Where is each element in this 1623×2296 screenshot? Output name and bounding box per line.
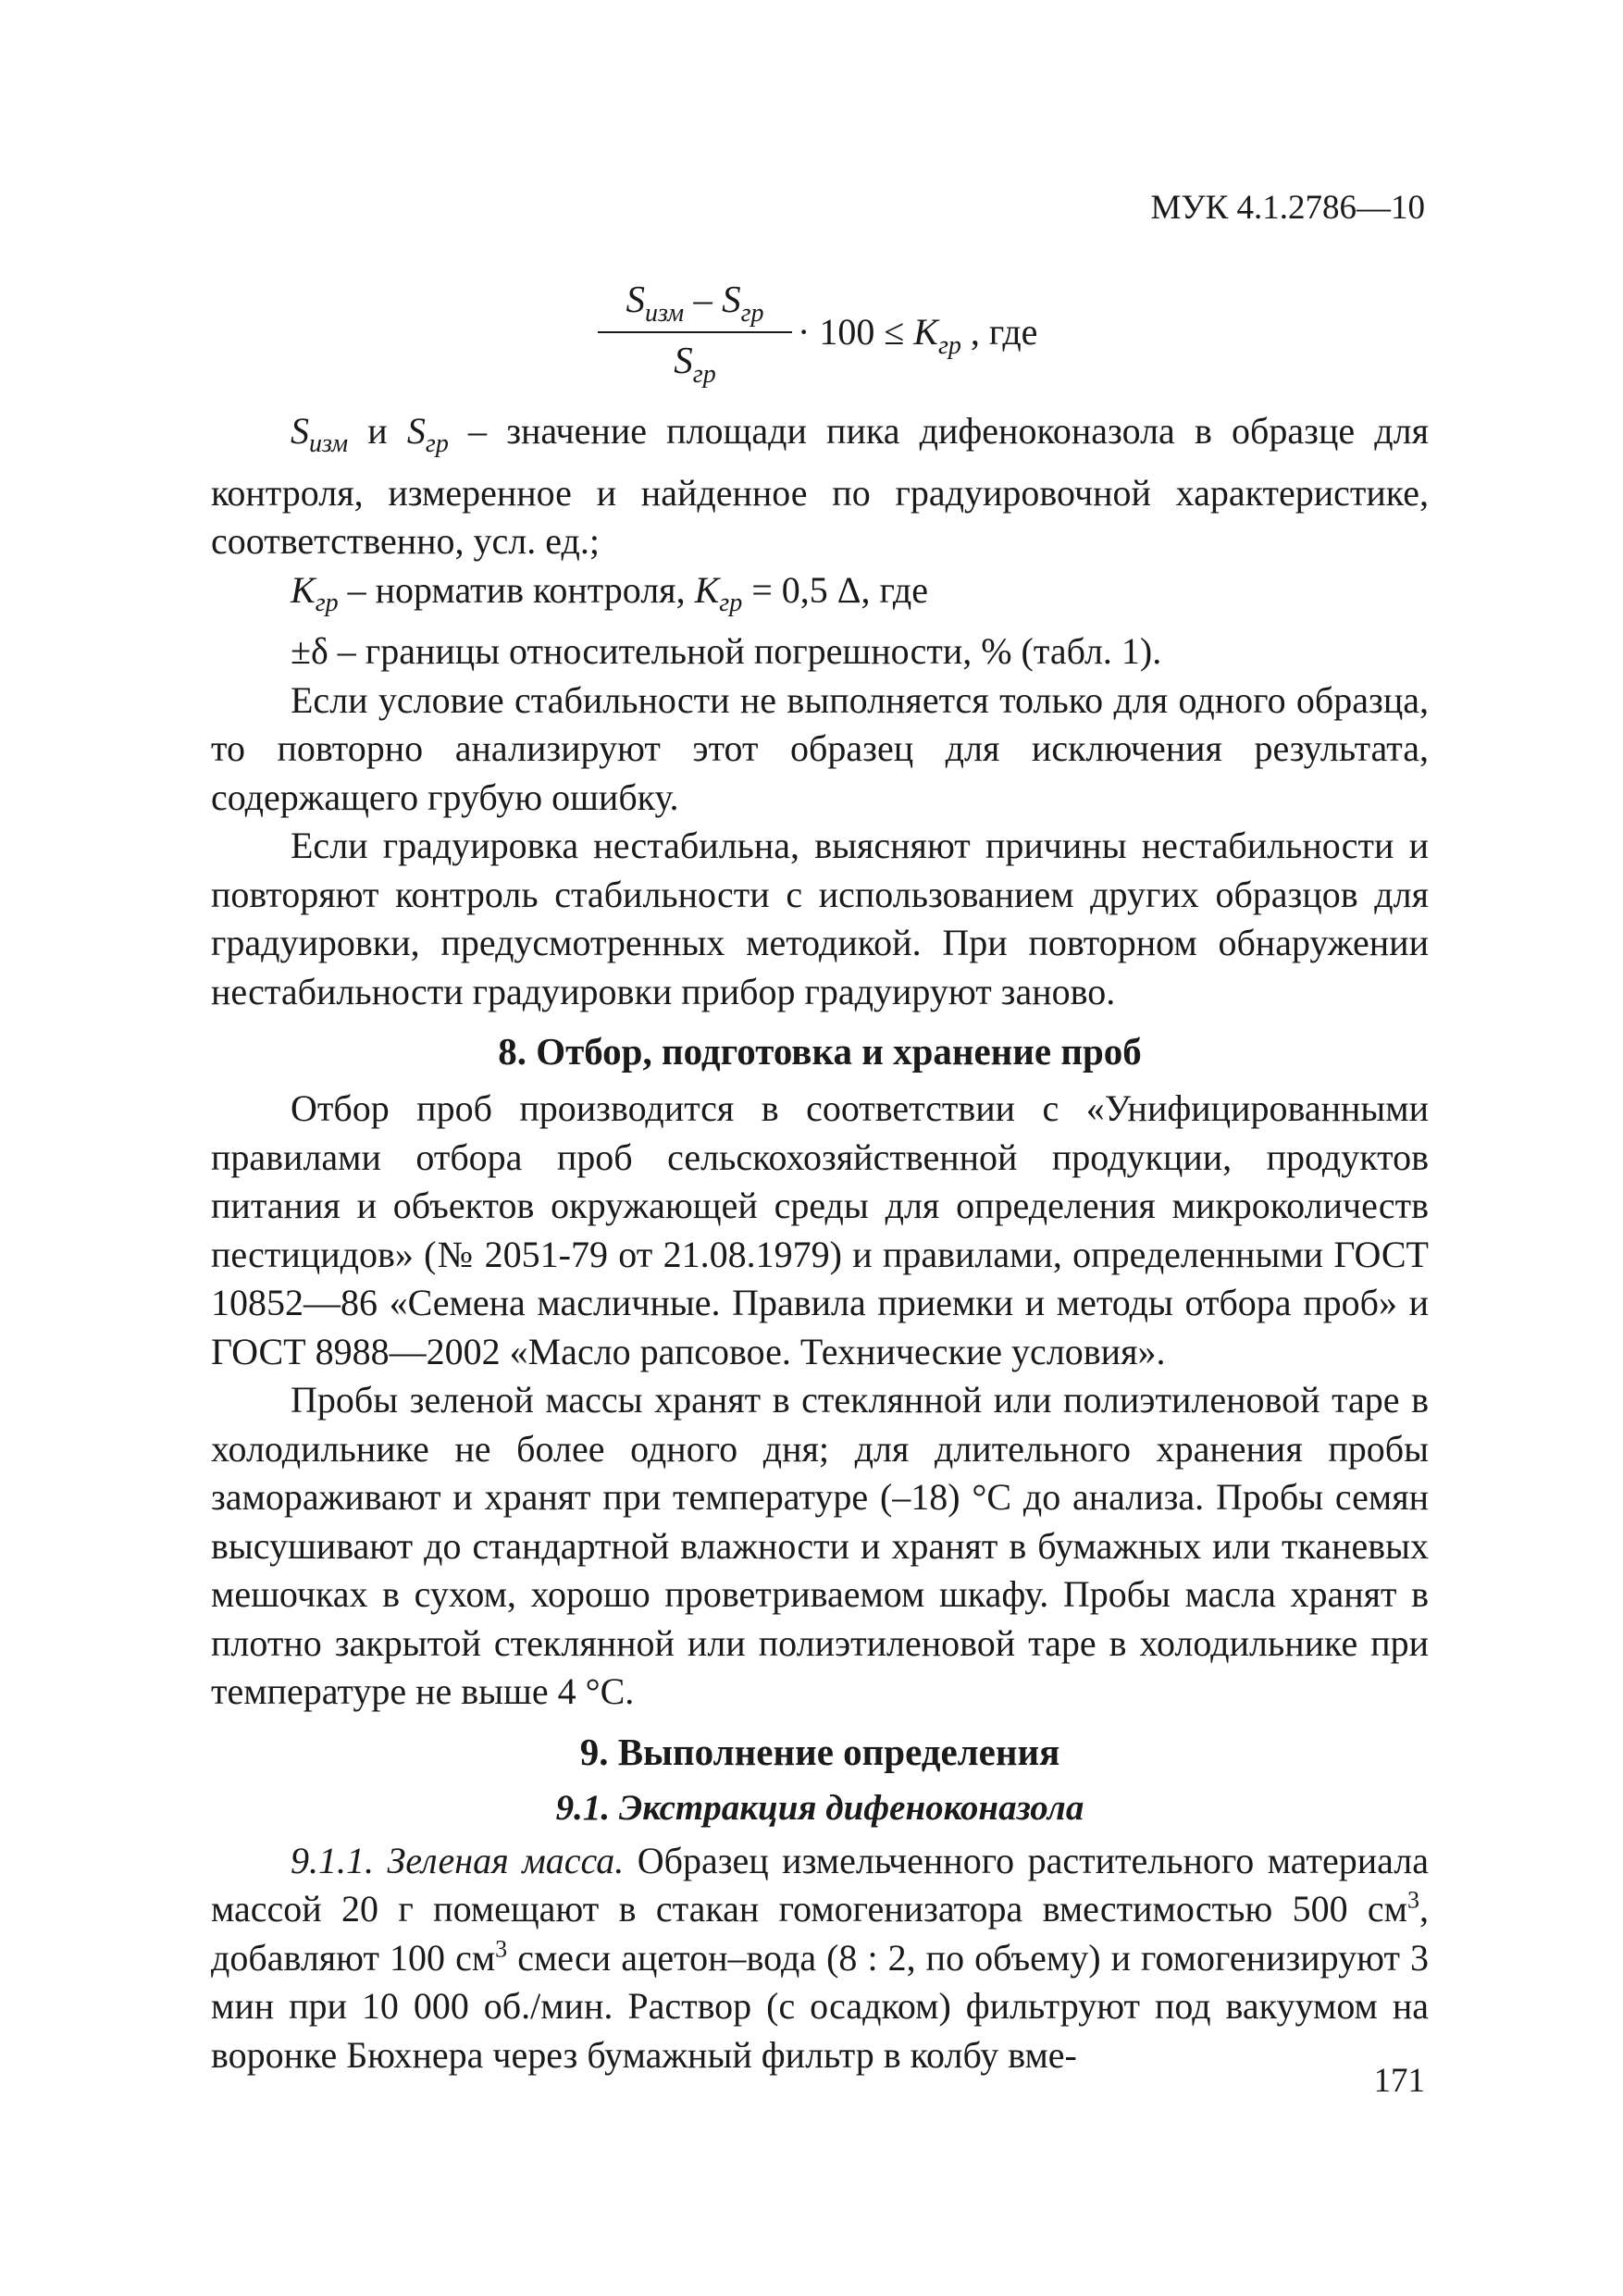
definition-k: $K_{гр}$ – норматив контроля, $K_{гр} = 0,5$ Δ, где: [291, 568, 929, 617]
document-id: МУК 4.1.2786—10: [1150, 189, 1425, 227]
formula-fraction: [592, 276, 791, 396]
fraction-bar: [598, 331, 792, 333]
main-text: [211, 407, 1429, 2079]
superscript-3: 3: [1407, 1886, 1419, 1914]
paragraph-storage: Пробы зеленой массы хранят в стеклянной или полиэтиленовой таре в холодильнике не более одного дня; для длительного хранения пробы замораживают и хранят при температуре (–18) °С до анализа. Пробы семян высушивают до стандартной влажности и хранят в бумажных или тканевых мешочках в сухом, хорошо проветриваемом шкафу. Пробы масла хранят в плотно закрытой стеклянной или полиэтиленовой таре в холодильнике при температуре не выше 4 °С.: [211, 1379, 1429, 1712]
paragraph-stability-fail: Если условие стабильности не выполняется только для одного образца, то повторно анализируют этот образец для исключения результата, содержащего грубую ошибку.: [211, 678, 1429, 818]
subsection-heading-9-1: 9.1. Экстракция дифеноконазола: [555, 1787, 1084, 1828]
stability-formula: [592, 276, 1073, 396]
formula-rest: · $100 \le K_{гр}$ , где: [798, 311, 1038, 360]
page-number: 171: [1373, 2062, 1425, 2100]
formula-denominator: $S_{гр}$: [674, 339, 716, 389]
paragraph-unstable: Если градуировка нестабильна, выясняют причины нестабильности и повторяют контроль стабильности с использованием других образцов для градуировки, предусмотренных методикой. При повторном обнаружении нестабильности градуировки прибор градуируют заново.: [211, 825, 1429, 1012]
formula-numerator: $S_{изм} - S_{гр}$: [626, 278, 764, 328]
paragraph-green-mass: [211, 1837, 1429, 2080]
section-heading-8: 8. Отбор, подготовка и хранение проб: [498, 1030, 1142, 1073]
definition-s: $S_{изм}$ и $S_{гр}$ – значение площади пика дифеноконазола в образце для контроля, измеренное и найденное по градуировочной характеристике, соответственно, усл. ед.;: [211, 410, 1430, 562]
green-mass-text-b: , добавляют 100 см: [211, 1888, 1429, 1979]
paragraph-sampling: Отбор проб производится в соответствии с «Унифицированными правилами отбора проб сельскохозяйственной продукции, продуктов питания и объектов окружающей среды для определения микроколичеств пестицидов» (№ 2051-79 от 21.08.1979) и правилами, определенными ГОСТ 10852—86 «Семена масличные. Правила приемки и методы отбора проб» и ГОСТ 8988—2002 «Масло рапсовое. Технические условия».: [211, 1087, 1429, 1372]
definition-delta: ±δ – границы относительной погрешности, % (табл. 1).: [291, 630, 1162, 672]
green-mass-label: 9.1.1. Зеленая масса.: [291, 1839, 625, 1881]
superscript-3: 3: [495, 1935, 508, 1963]
green-mass-text-a: Образец измельченного растительного материала массой 20 г помещают в стакан гомогенизатора вместимостью 500 см: [211, 1839, 1429, 1930]
green-mass-text-c: смеси ацетон–вода (8 : 2, по объему) и гомогенизируют 3 мин при 10 000 об./мин. Раствор (с осадком) фильтруют под вакуумом на воронке Бюхнера через бумажный фильтр в колбу вме-: [211, 1936, 1429, 2076]
section-heading-9: 9. Выполнение определения: [579, 1730, 1060, 1773]
